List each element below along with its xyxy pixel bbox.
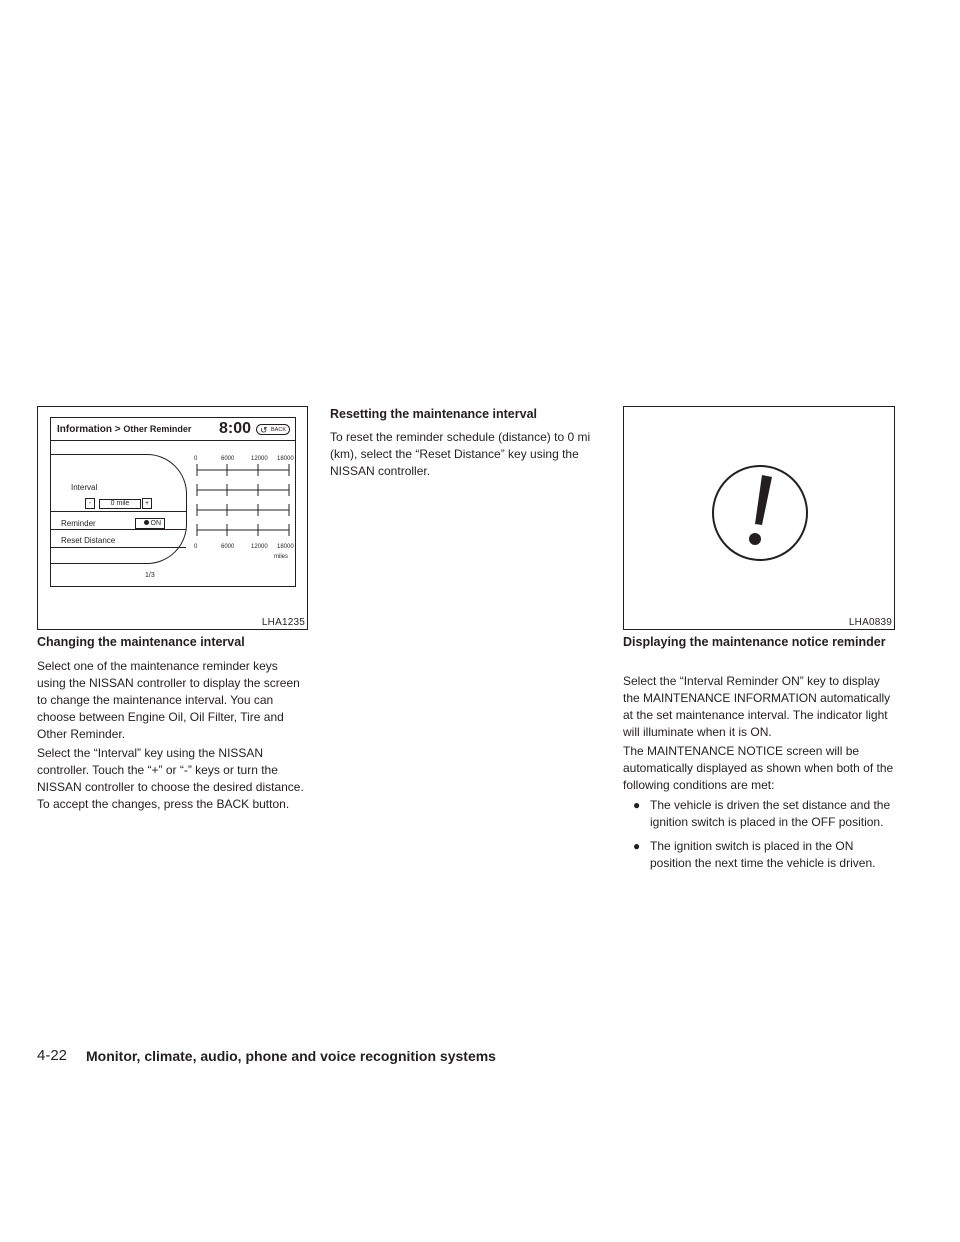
reminder-state: ON xyxy=(150,520,161,527)
heading-resetting-interval: Resetting the maintenance interval xyxy=(330,407,538,421)
menu-divider xyxy=(50,529,186,530)
bullet-icon: ● xyxy=(633,839,641,853)
tick-label-top: 6000 xyxy=(221,456,235,462)
tick-label-bottom: 12000 xyxy=(251,544,268,550)
menu-item-reminder[interactable]: Reminder xyxy=(61,519,96,528)
figure-maintenance-notice xyxy=(623,406,895,630)
back-arrow-icon: ↺ xyxy=(260,425,268,435)
paragraph: The MAINTENANCE NOTICE screen will be automatically displayed as shown when both of the following conditions are met: xyxy=(623,744,894,792)
plus-button[interactable]: + xyxy=(142,498,152,509)
tick-label-bottom: 6000 xyxy=(221,544,235,550)
exclamation-circle-icon xyxy=(710,463,810,563)
tick-label-bottom: 0 xyxy=(194,544,198,550)
heading-changing-interval: Changing the maintenance interval xyxy=(37,635,245,649)
clock: 8:00 xyxy=(219,420,252,437)
tick-label-bottom: 18000 xyxy=(277,544,294,550)
interval-value-field: 0 mile xyxy=(99,499,141,509)
interval-bar xyxy=(197,484,289,496)
bullet-text: The vehicle is driven the set distance and the ignition switch is placed in the OFF position. xyxy=(650,798,891,829)
page-number: 4-22 xyxy=(37,1047,68,1064)
reminder-toggle[interactable] xyxy=(135,518,165,529)
figure-interval-screen xyxy=(37,406,308,630)
screen-header xyxy=(51,418,295,440)
unit-label: miles xyxy=(274,554,289,560)
page-indicator: 1/3 xyxy=(145,572,155,579)
screen-title: Information > Other Reminder xyxy=(57,424,192,435)
tick-label-top: 12000 xyxy=(251,456,268,462)
interval-bars xyxy=(191,442,295,572)
back-button[interactable] xyxy=(256,424,290,435)
paragraph: Select one of the maintenance reminder keys using the NISSAN controller to display the screen to change the maintenance interval. You can choose between Engine Oil, Oil Filter, Tire and Other Reminder. xyxy=(37,659,300,741)
bullet-text: The ignition switch is placed in the ON position the next time the vehicle is driven. xyxy=(650,839,876,870)
paragraph: Select the “Interval” key using the NISSAN controller. Touch the “+” or “-” keys or turn the NISSAN controller to choose the desired distance. To accept the changes, press the BACK button. xyxy=(37,746,304,811)
menu-item-interval[interactable]: Interval xyxy=(71,483,98,492)
menu-item-reset-distance[interactable]: Reset Distance xyxy=(61,536,116,545)
interval-bar xyxy=(197,524,289,536)
header-divider xyxy=(51,440,295,441)
section-title: Monitor, climate, audio, phone and voice recognition systems xyxy=(86,1048,496,1064)
menu-divider xyxy=(50,547,186,548)
paragraph: Select the “Interval Reminder ON” key to display the MAINTENANCE INFORMATION automatically at the set maintenance interval. The indicator light will illuminate when it is ON. xyxy=(623,674,891,739)
screen-subtitle: Other Reminder xyxy=(123,424,192,434)
interval-bar xyxy=(197,504,289,516)
back-label: BACK xyxy=(271,427,286,433)
figure-code: LHA1235 xyxy=(261,617,305,628)
interval-bar xyxy=(197,464,289,476)
bullet-item xyxy=(633,838,895,872)
display-screen xyxy=(50,417,296,587)
indicator-dot-icon xyxy=(144,520,149,525)
bullet-item xyxy=(633,797,895,831)
paragraph: To reset the reminder schedule (distance) to 0 mi (km), select the “Reset Distance” key using the NISSAN controller. xyxy=(330,430,591,478)
menu-divider xyxy=(50,511,186,512)
heading-displaying-notice: Displaying the maintenance notice reminder xyxy=(623,635,886,649)
figure-code: LHA0839 xyxy=(848,617,892,628)
tick-label-top: 0 xyxy=(194,456,198,462)
tick-label-top: 18000 xyxy=(277,456,294,462)
bullet-icon: ● xyxy=(633,798,641,812)
minus-button[interactable]: - xyxy=(85,498,95,509)
menu-panel xyxy=(50,454,187,564)
